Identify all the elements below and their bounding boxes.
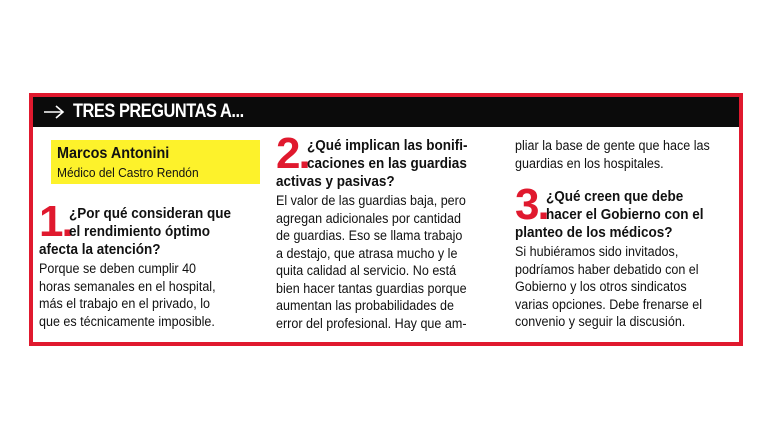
question-number-3: 3. bbox=[515, 180, 548, 229]
question-line: ¿Qué implican las bonifi- bbox=[307, 137, 468, 154]
answer-line: horas semanales en el hospital, bbox=[39, 278, 216, 294]
answer-line: bien hacer tantas guardias porque bbox=[276, 280, 467, 296]
answer-line: pliar la base de gente que hace las bbox=[515, 138, 710, 153]
answer-line: aumentan las probabilidades de bbox=[276, 298, 454, 313]
answer-line: Si hubiéramos sido invitados, bbox=[515, 244, 679, 259]
answer-text-3 bbox=[515, 243, 737, 331]
question-line: hacer el Gobierno con el bbox=[546, 206, 704, 223]
question-line: el rendimiento óptimo bbox=[69, 223, 211, 240]
answer-line: Porque se deben cumplir 40 bbox=[39, 261, 197, 276]
question-block-2 bbox=[276, 129, 501, 332]
interviewee-role: Médico del Castro Rendón bbox=[57, 165, 199, 180]
answer-line: error del profesional. Hay que am- bbox=[276, 315, 467, 331]
answer-line: que es técnicamente imposible. bbox=[39, 313, 215, 329]
answer-line: convenio y seguir la discusión. bbox=[515, 314, 686, 329]
question-line: afecta la atención? bbox=[39, 241, 161, 258]
question-3 bbox=[515, 180, 737, 331]
answer-line: El valor de las guardias baja, pero bbox=[276, 193, 466, 208]
answer-line: varias opciones. Debe frenarse el bbox=[515, 296, 703, 312]
interviewee-badge bbox=[51, 140, 260, 184]
answer-continuation-2 bbox=[515, 137, 737, 172]
answer-line: más el trabajo en el privado, lo bbox=[39, 296, 210, 311]
question-text-2 bbox=[276, 137, 501, 191]
interviewee-name: Marcos Antonini bbox=[57, 145, 170, 162]
answer-line: guardias en los hospitales. bbox=[515, 155, 664, 171]
section-header bbox=[33, 97, 739, 127]
answer-line: a destajo, que atrasa mucho y le bbox=[276, 245, 458, 261]
question-text-3 bbox=[515, 188, 737, 242]
question-line: ¿Por qué consideran que bbox=[69, 205, 232, 222]
section-title: TRES PREGUNTAS A... bbox=[73, 101, 244, 122]
answer-line: Gobierno y los otros sindicatos bbox=[515, 279, 687, 294]
question-block-3 bbox=[515, 137, 737, 331]
question-number-2: 2. bbox=[276, 129, 309, 178]
question-line: planteo de los médicos? bbox=[515, 224, 673, 241]
answer-line: de guardias. Eso se llama trabajo bbox=[276, 228, 463, 243]
question-line: ¿Qué creen que debe bbox=[546, 188, 684, 205]
answer-line: quita calidad al servicio. No está bbox=[276, 263, 457, 278]
question-block-1 bbox=[39, 197, 263, 330]
answer-line: podríamos haber debatido con el bbox=[515, 261, 699, 277]
article-box bbox=[29, 93, 743, 346]
answer-line: agregan adicionales por cantidad bbox=[276, 210, 461, 226]
question-line: caciones en las guardias bbox=[307, 155, 467, 172]
question-text-1 bbox=[39, 205, 263, 259]
question-line: activas y pasivas? bbox=[276, 173, 395, 190]
arrow-right-icon bbox=[43, 105, 65, 119]
answer-text-1 bbox=[39, 260, 263, 330]
answer-text-2 bbox=[276, 192, 501, 332]
question-number-1: 1. bbox=[39, 197, 72, 246]
